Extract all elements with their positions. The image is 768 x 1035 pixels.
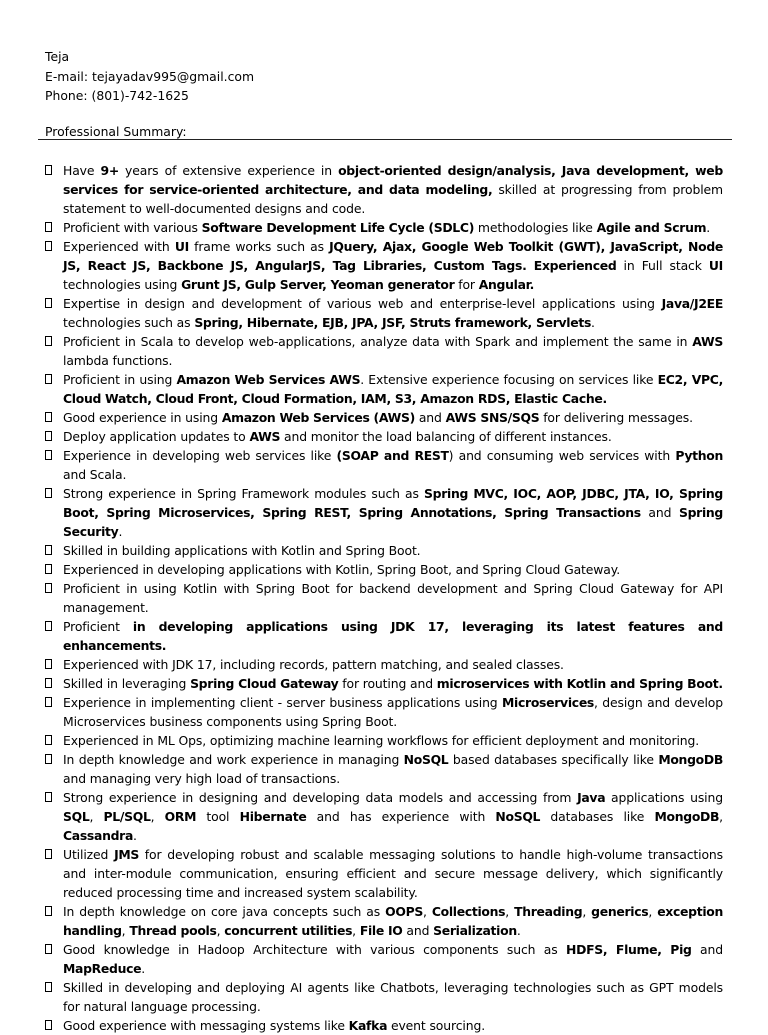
summary-bullet-item: [45, 845, 723, 902]
bullet-text: Proficient with various: [63, 220, 202, 235]
bullet-bold-text: Spring Security: [63, 505, 723, 539]
bullet-bold-text: 9+: [100, 163, 119, 178]
bullet-text: Experience in developing web services like: [63, 448, 337, 463]
bullet-text: and: [691, 942, 723, 957]
bullet-text: and Scala.: [63, 467, 127, 482]
bullet-bold-text: UI: [708, 258, 723, 273]
bullet-text: tool: [196, 809, 240, 824]
bullet-text: Skilled in developing and deploying AI agents like Chatbots, leveraging technologies such as GPT models for natural language processing.: [63, 980, 723, 1014]
bullet-text: . Extensive experience focusing on services like: [360, 372, 658, 387]
checkbox-square-icon: [45, 659, 52, 669]
bullet-text: , design and develop Microservices business components using Spring Boot.: [63, 695, 723, 729]
summary-bullet-item: [45, 731, 723, 750]
bullet-text: Proficient: [63, 619, 133, 634]
section-divider: [38, 139, 732, 140]
bullet-text: .: [118, 524, 123, 539]
bullet-text: Deploy application updates to: [63, 429, 250, 444]
bullet-text: .: [516, 923, 521, 938]
summary-bullet-item: [45, 541, 723, 560]
bullet-bold-text: MongoDB: [658, 752, 723, 767]
bullet-text: and: [415, 410, 446, 425]
bullet-text: Experienced with: [63, 239, 175, 254]
bullet-bold-text: Cassandra: [63, 828, 134, 843]
bullet-text: skilled at progressing from problem statement to well-documented designs and code.: [63, 182, 723, 216]
bullet-text: and has experience with: [306, 809, 496, 824]
phone-line: Phone: (801)-742-1625: [45, 88, 189, 103]
bullet-text: and: [402, 923, 434, 938]
summary-bullet-item: [45, 294, 723, 332]
bullet-text: ) and consuming web services with: [448, 448, 676, 463]
checkbox-square-icon: [45, 545, 52, 555]
bullet-bold-text: SQL: [63, 809, 90, 824]
bullet-bold-text: Collections: [431, 904, 506, 919]
bullet-text: ,: [89, 809, 104, 824]
summary-bullet-item: [45, 1016, 723, 1035]
bullet-text: ,: [648, 904, 658, 919]
checkbox-square-icon: [45, 412, 52, 422]
checkbox-square-icon: [45, 1020, 52, 1030]
bullet-bold-text: UI: [174, 239, 189, 254]
bullet-bold-text: MongoDB: [654, 809, 720, 824]
summary-bullet-list: [45, 161, 723, 1035]
bullet-text: Experience in implementing client - server business applications using: [63, 695, 503, 710]
bullet-text: Experienced with JDK 17, including records, pattern matching, and sealed classes.: [63, 657, 564, 672]
bullet-text: and monitor the load balancing of different instances.: [280, 429, 612, 444]
checkbox-square-icon: [45, 564, 52, 574]
bullet-bold-text: Hibernate: [239, 809, 307, 824]
bullet-bold-text: Software Development Life Cycle (SDLC): [201, 220, 475, 235]
bullet-bold-text: Agile and Scrum: [596, 220, 707, 235]
summary-bullet-item: [45, 617, 723, 655]
bullet-bold-text: Thread pools: [129, 923, 217, 938]
checkbox-square-icon: [45, 906, 52, 916]
bullet-bold-text: in developing applications using JDK 17, leveraging its latest features and enhancements.: [63, 619, 723, 653]
summary-bullet-item: [45, 446, 723, 484]
bullet-text: ,: [505, 904, 515, 919]
summary-bullet-item: [45, 674, 723, 693]
bullet-bold-text: Threading: [514, 904, 583, 919]
summary-bullet-item: [45, 940, 723, 978]
bullet-text: Skilled in building applications with Kotlin and Spring Boot.: [63, 543, 421, 558]
bullet-text: In depth knowledge and work experience in managing: [63, 752, 404, 767]
bullet-bold-text: Spring Cloud Gateway: [190, 676, 339, 691]
bullet-text: Experienced in ML Ops, optimizing machine learning workflows for efficient deployment and monitoring.: [63, 733, 700, 748]
summary-bullet-item: [45, 237, 723, 294]
bullet-text: Skilled in leveraging: [63, 676, 191, 691]
bullet-bold-text: AWS: [692, 334, 723, 349]
bullet-text: ,: [719, 809, 723, 824]
bullet-text: Proficient in using: [63, 372, 177, 387]
bullet-bold-text: AWS: [249, 429, 281, 444]
bullet-bold-text: Serialization: [433, 923, 517, 938]
checkbox-square-icon: [45, 241, 52, 251]
checkbox-square-icon: [45, 621, 52, 631]
summary-bullet-item: [45, 427, 723, 446]
bullet-text: ,: [352, 923, 360, 938]
summary-bullet-item: [45, 788, 723, 845]
bullet-text: .: [591, 315, 595, 330]
bullet-text: Expertise in design and development of various web and enterprise-level applications using: [63, 296, 662, 311]
bullet-text: for routing and: [338, 676, 437, 691]
bullet-text: for developing robust and scalable messaging solutions to handle high-volume transactions and inter-module communication, ensuring efficient and secure message delivery, which significantly reduced processing time and increased system scalability.: [63, 847, 724, 900]
bullet-text: Have: [63, 163, 101, 178]
bullet-text: years of extensive experience in: [118, 163, 339, 178]
checkbox-square-icon: [45, 849, 52, 859]
checkbox-square-icon: [45, 982, 52, 992]
summary-bullet-item: [45, 655, 723, 674]
bullet-text: Good experience with messaging systems like: [63, 1018, 349, 1033]
bullet-text: .: [141, 961, 146, 976]
bullet-text: for delivering messages.: [539, 410, 693, 425]
bullet-text: ,: [422, 904, 432, 919]
bullet-bold-text: Java: [577, 790, 606, 805]
checkbox-square-icon: [45, 697, 52, 707]
bullet-text: .: [706, 220, 711, 235]
checkbox-square-icon: [45, 792, 52, 802]
bullet-text: Good knowledge in Hadoop Architecture with various components such as: [63, 942, 567, 957]
checkbox-square-icon: [45, 678, 52, 688]
bullet-text: Strong experience in designing and developing data models and accessing from: [63, 790, 578, 805]
bullet-bold-text: exception handling: [63, 904, 724, 938]
checkbox-square-icon: [45, 298, 52, 308]
bullet-text: Utilized: [63, 847, 115, 862]
bullet-bold-text: NoSQL: [495, 809, 541, 824]
bullet-bold-text: (SOAP and REST: [336, 448, 449, 463]
bullet-bold-text: Angular.: [478, 277, 535, 292]
summary-bullet-item: [45, 560, 723, 579]
bullet-text: frame works such as: [188, 239, 330, 254]
bullet-bold-text: generics: [591, 904, 649, 919]
summary-bullet-item: [45, 332, 723, 370]
bullet-text: and: [640, 505, 679, 520]
section-title-professional-summary: Professional Summary:: [45, 124, 187, 139]
bullet-text: technologies using: [63, 277, 182, 292]
bullet-bold-text: concurrent utilities: [224, 923, 353, 938]
checkbox-square-icon: [45, 583, 52, 593]
candidate-name: Teja: [45, 49, 70, 64]
bullet-text: based databases specifically like: [448, 752, 659, 767]
email-line: E-mail: tejayadav995@gmail.com: [45, 68, 255, 84]
checkbox-square-icon: [45, 431, 52, 441]
bullet-text: for: [454, 277, 479, 292]
bullet-bold-text: Microservices: [502, 695, 594, 710]
bullet-text: event sourcing.: [387, 1018, 486, 1033]
bullet-bold-text: object-oriented design/analysis, Java development, web services for service-oriented architecture, and data modeling,: [63, 163, 723, 197]
bullet-bold-text: Amazon Web Services AWS: [176, 372, 361, 387]
bullet-text: methodologies like: [474, 220, 597, 235]
bullet-text: databases like: [540, 809, 655, 824]
bullet-text: ,: [150, 809, 165, 824]
bullet-bold-text: File IO: [359, 923, 403, 938]
bullet-bold-text: OOPS: [385, 904, 423, 919]
bullet-text: lambda functions.: [63, 353, 173, 368]
bullet-bold-text: MapReduce: [63, 961, 142, 976]
bullet-text: technologies such as: [63, 315, 195, 330]
bullet-text: ,: [121, 923, 130, 938]
bullet-bold-text: Java/J2EE: [661, 296, 723, 311]
bullet-bold-text: AWS SNS/SQS: [445, 410, 540, 425]
bullet-text: ,: [216, 923, 225, 938]
bullet-text: ,: [582, 904, 592, 919]
bullet-bold-text: NoSQL: [403, 752, 449, 767]
bullet-bold-text: Amazon Web Services (AWS): [221, 410, 416, 425]
bullet-bold-text: Spring, Hibernate, EJB, JPA, JSF, Struts framework, Servlets: [194, 315, 592, 330]
bullet-text: Good experience in using: [63, 410, 222, 425]
bullet-bold-text: ORM: [164, 809, 197, 824]
checkbox-square-icon: [45, 222, 52, 232]
bullet-text: Proficient in using Kotlin with Spring Boot for backend development and Spring Cloud Gateway for API management.: [63, 581, 723, 615]
summary-bullet-item: [45, 978, 723, 1016]
bullet-bold-text: Python: [675, 448, 724, 463]
summary-bullet-item: [45, 693, 723, 731]
bullet-text: Experienced in developing applications with Kotlin, Spring Boot, and Spring Cloud Gateway.: [63, 562, 621, 577]
bullet-text: Strong experience in Spring Framework modules such as: [63, 486, 425, 501]
summary-bullet-item: [45, 579, 723, 617]
bullet-bold-text: PL/SQL: [103, 809, 151, 824]
checkbox-square-icon: [45, 754, 52, 764]
bullet-text: Proficient in Scala to develop web-applications, analyze data with Spark and implement the same in: [63, 334, 693, 349]
bullet-bold-text: Spring MVC, IOC, AOP, JDBC, JTA, IO, Spring Boot, Spring Microservices, Spring REST, Spring Annotations, Spring Transactions: [63, 486, 723, 520]
checkbox-square-icon: [45, 488, 52, 498]
summary-bullet-item: [45, 408, 723, 427]
checkbox-square-icon: [45, 165, 52, 175]
summary-bullet-item: [45, 370, 723, 408]
bullet-text: and managing very high load of transactions.: [63, 771, 341, 786]
checkbox-square-icon: [45, 944, 52, 954]
bullet-text: .: [133, 828, 137, 843]
bullet-text: in Full stack: [616, 258, 709, 273]
bullet-bold-text: JMS: [114, 847, 140, 862]
bullet-bold-text: Grunt JS, Gulp Server, Yeoman generator: [181, 277, 455, 292]
checkbox-square-icon: [45, 450, 52, 460]
summary-bullet-item: [45, 902, 723, 940]
contact-header: [45, 47, 254, 106]
bullet-bold-text: JQuery, Ajax, Google Web Toolkit (GWT), JavaScript, Node JS, React JS, Backbone JS, AngularJS, Tag Libraries, Custom Tags. Experienced: [63, 239, 723, 273]
bullet-text: In depth knowledge on core java concepts such as: [63, 904, 386, 919]
summary-bullet-item: [45, 750, 723, 788]
summary-bullet-item: [45, 161, 723, 218]
bullet-bold-text: EC2, VPC, Cloud Watch, Cloud Front, Cloud Formation, IAM, S3, Amazon RDS, Elastic Cache.: [63, 372, 723, 406]
bullet-bold-text: HDFS, Flume, Pig: [566, 942, 692, 957]
summary-bullet-item: [45, 218, 723, 237]
bullet-text: applications using: [605, 790, 723, 805]
checkbox-square-icon: [45, 336, 52, 346]
bullet-bold-text: Kafka: [348, 1018, 388, 1033]
checkbox-square-icon: [45, 735, 52, 745]
bullet-bold-text: microservices with Kotlin and Spring Boot.: [436, 676, 723, 691]
checkbox-square-icon: [45, 374, 52, 384]
summary-bullet-item: [45, 484, 723, 541]
